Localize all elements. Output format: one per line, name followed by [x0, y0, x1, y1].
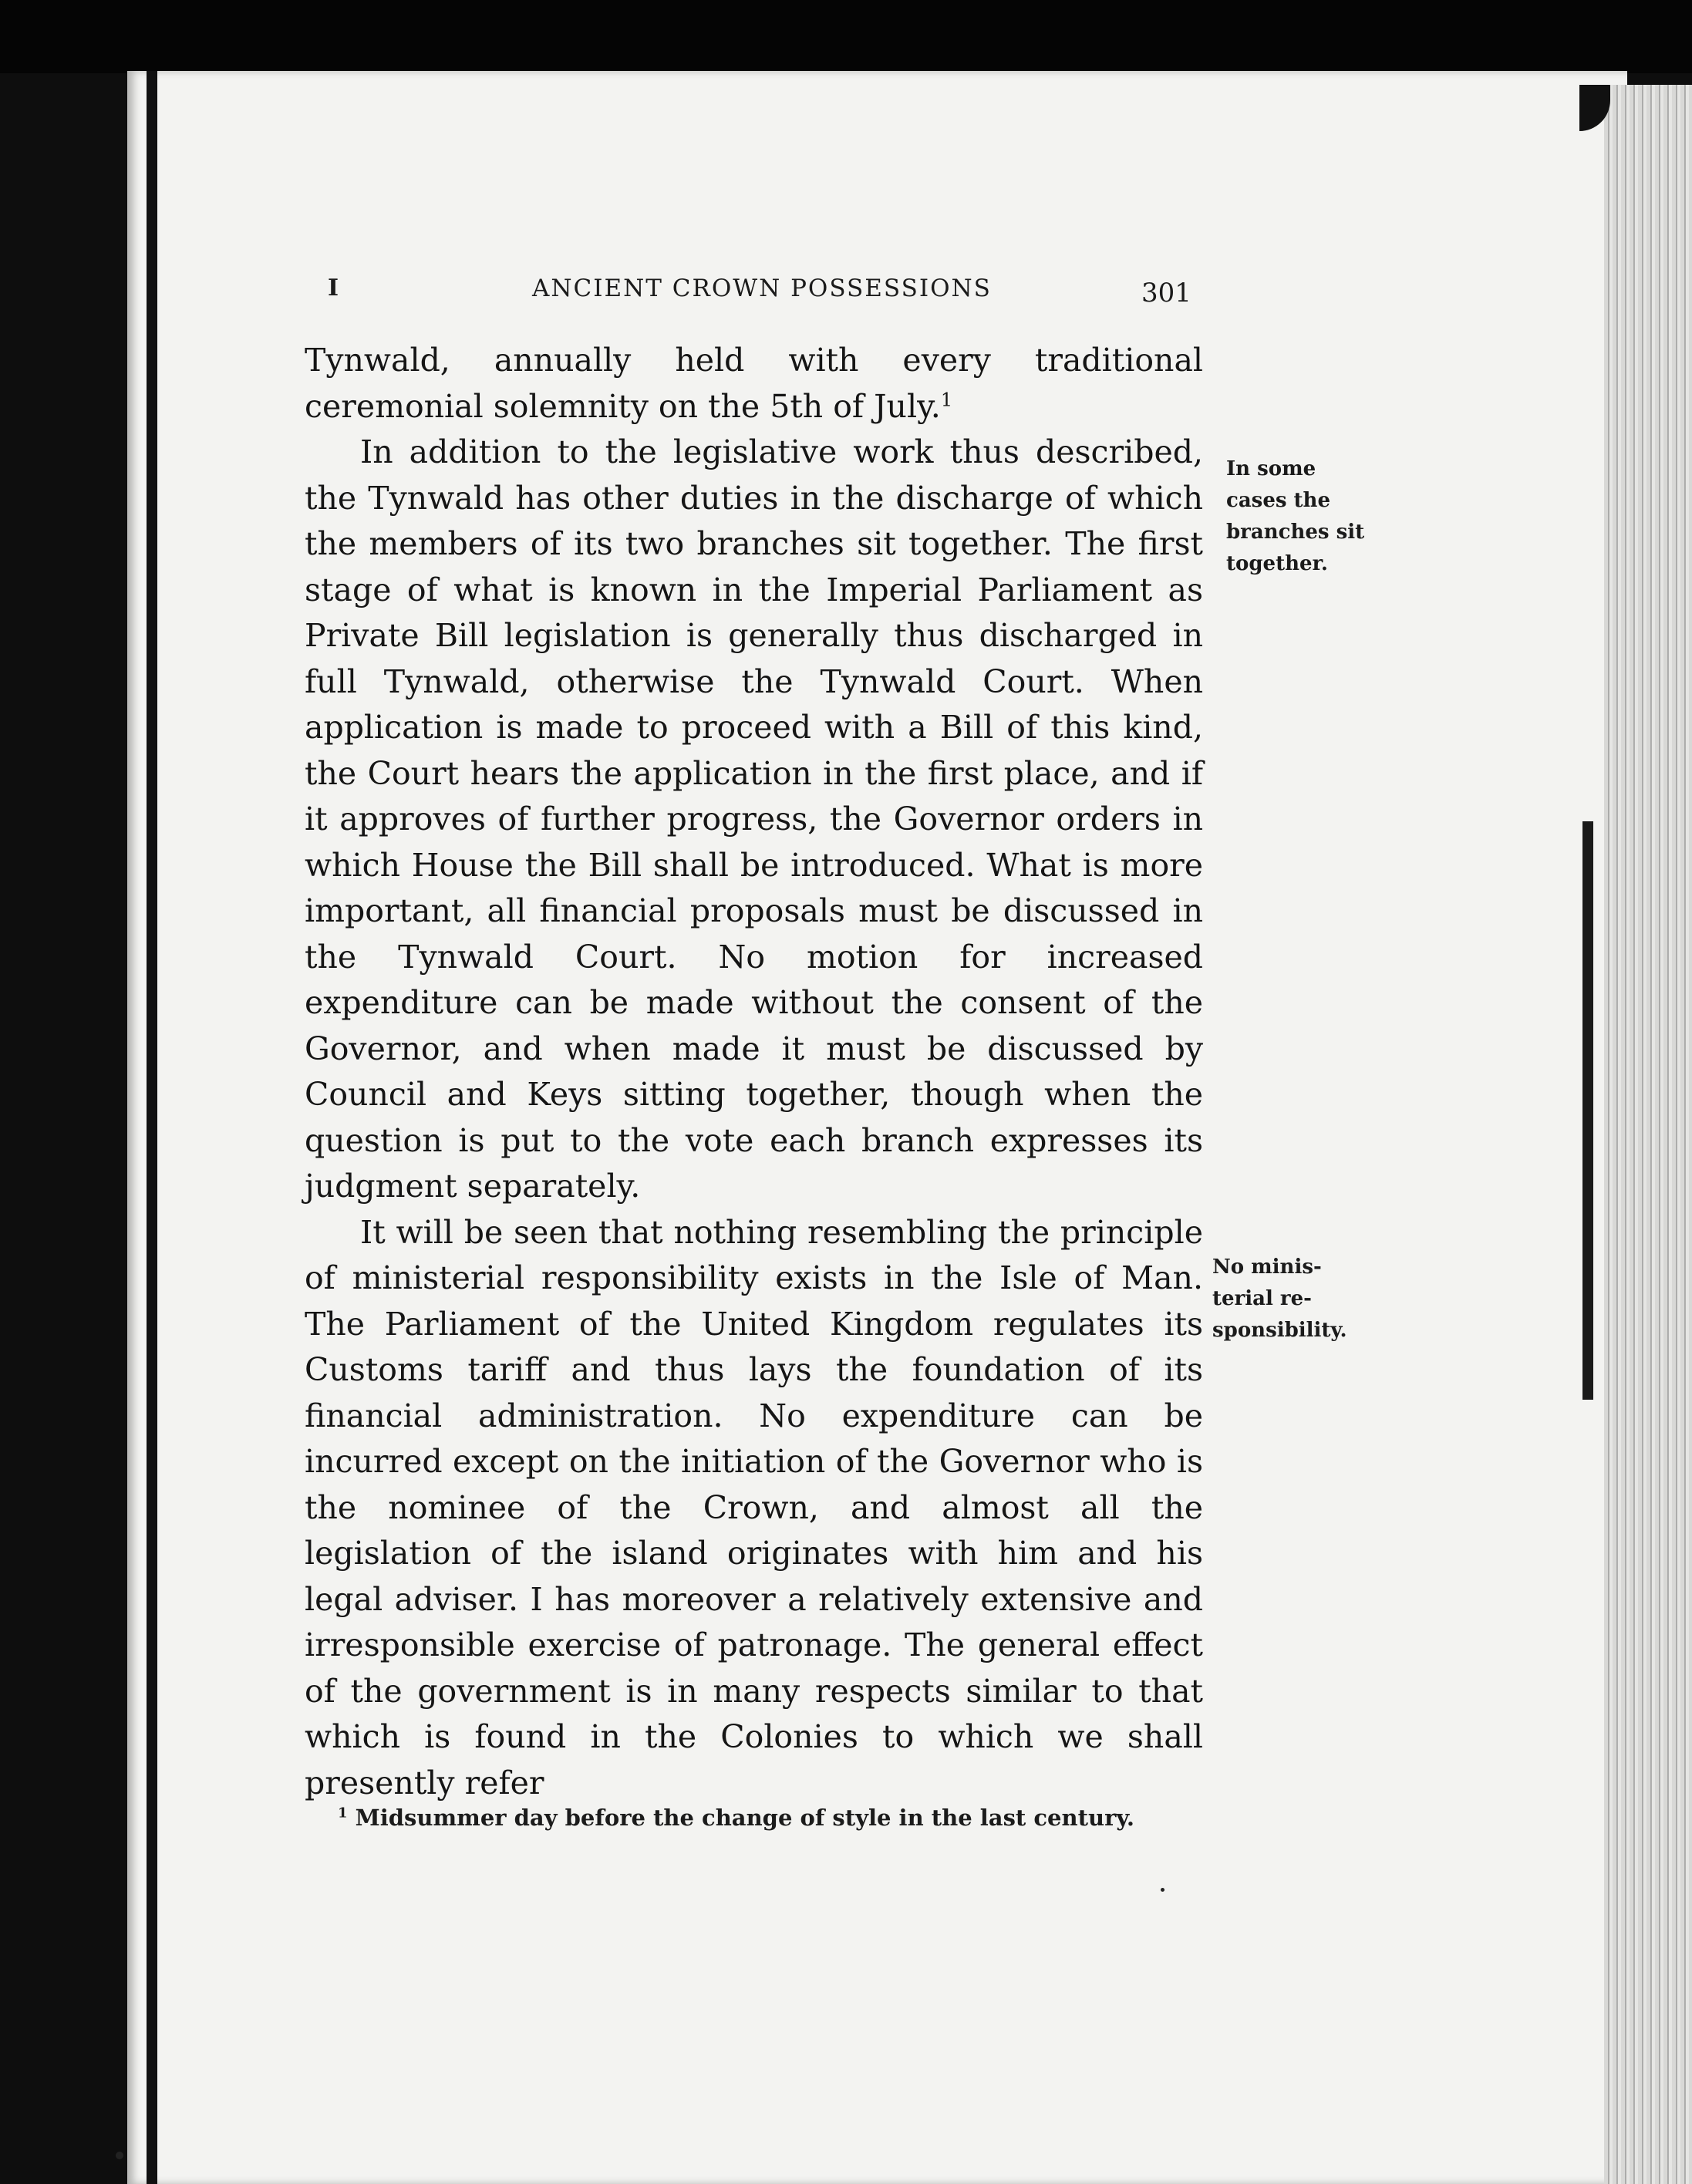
page-number: 301 — [1141, 278, 1191, 308]
paragraph-2: In addition to the legislative work thus described, the Tynwald has other duties in the discharge of which the members of its two branches sit together. The first stage of what is known in the Imperial Parliament as Private Bill legislation is generally thus discharged in full Tynwald, otherwise the Tynwald Court. When application is made to proceed with a Bill of this kind, the Court hears the application in the first place, and if it approves of further progress, the Governor orders in which House the Bill shall be introduced. What is more important, all financial proposals must be discussed in the Tynwald Court. No motion for increased expenditure can be made without the consent of the Governor, and when made it must be discussed by Council and Keys sitting together, though when the question is put to the vote each branch expresses its judgment separately. — [305, 433, 1203, 1205]
margin-note-responsibility: No minis- terial re- sponsibility. — [1212, 1255, 1347, 1342]
book-gutter — [147, 71, 157, 2184]
body-text — [305, 338, 1203, 1806]
footnote — [338, 1805, 1232, 1831]
scan-speck — [1161, 1888, 1165, 1892]
footnote-reference: 1 — [940, 388, 953, 410]
page-edge-mark — [1582, 821, 1593, 1400]
paragraph-1 — [305, 338, 1203, 430]
margin-note-sit-together: In some cases the branches sit together. — [1226, 457, 1365, 575]
chapter-number: I — [328, 275, 339, 302]
paragraph-3: It will be seen that nothing resembling the principle of ministerial responsibility exists in the Isle of Man. The Parliament of the United Kingdom regulates its Customs tariff and thus lays the foundation of its financial administration. No expenditure can be incurred except on the initiation of the Governor who is the nominee of the Crown, and almost all the legislation of the island originates with him and his legal adviser. I has moreover a relatively extensive and irresponsible exercise of patronage. The general effect of the government is in many respects similar to that which is found in the Colonies to which we shall presently refer — [305, 1213, 1203, 1801]
page-edges — [1604, 85, 1692, 2184]
running-header — [328, 271, 1207, 310]
running-title: ANCIENT CROWN POSSESSIONS — [532, 275, 992, 302]
scan-speck — [116, 2152, 123, 2159]
scan-top-border — [0, 0, 1692, 73]
paragraph-1-text: Tynwald, annually held with every traditional ceremonial solemnity on the 5th of July. — [305, 342, 1203, 425]
footnote-text: Midsummer day before the change of style in the last century. — [355, 1805, 1134, 1831]
footnote-marker: 1 — [338, 1805, 348, 1822]
